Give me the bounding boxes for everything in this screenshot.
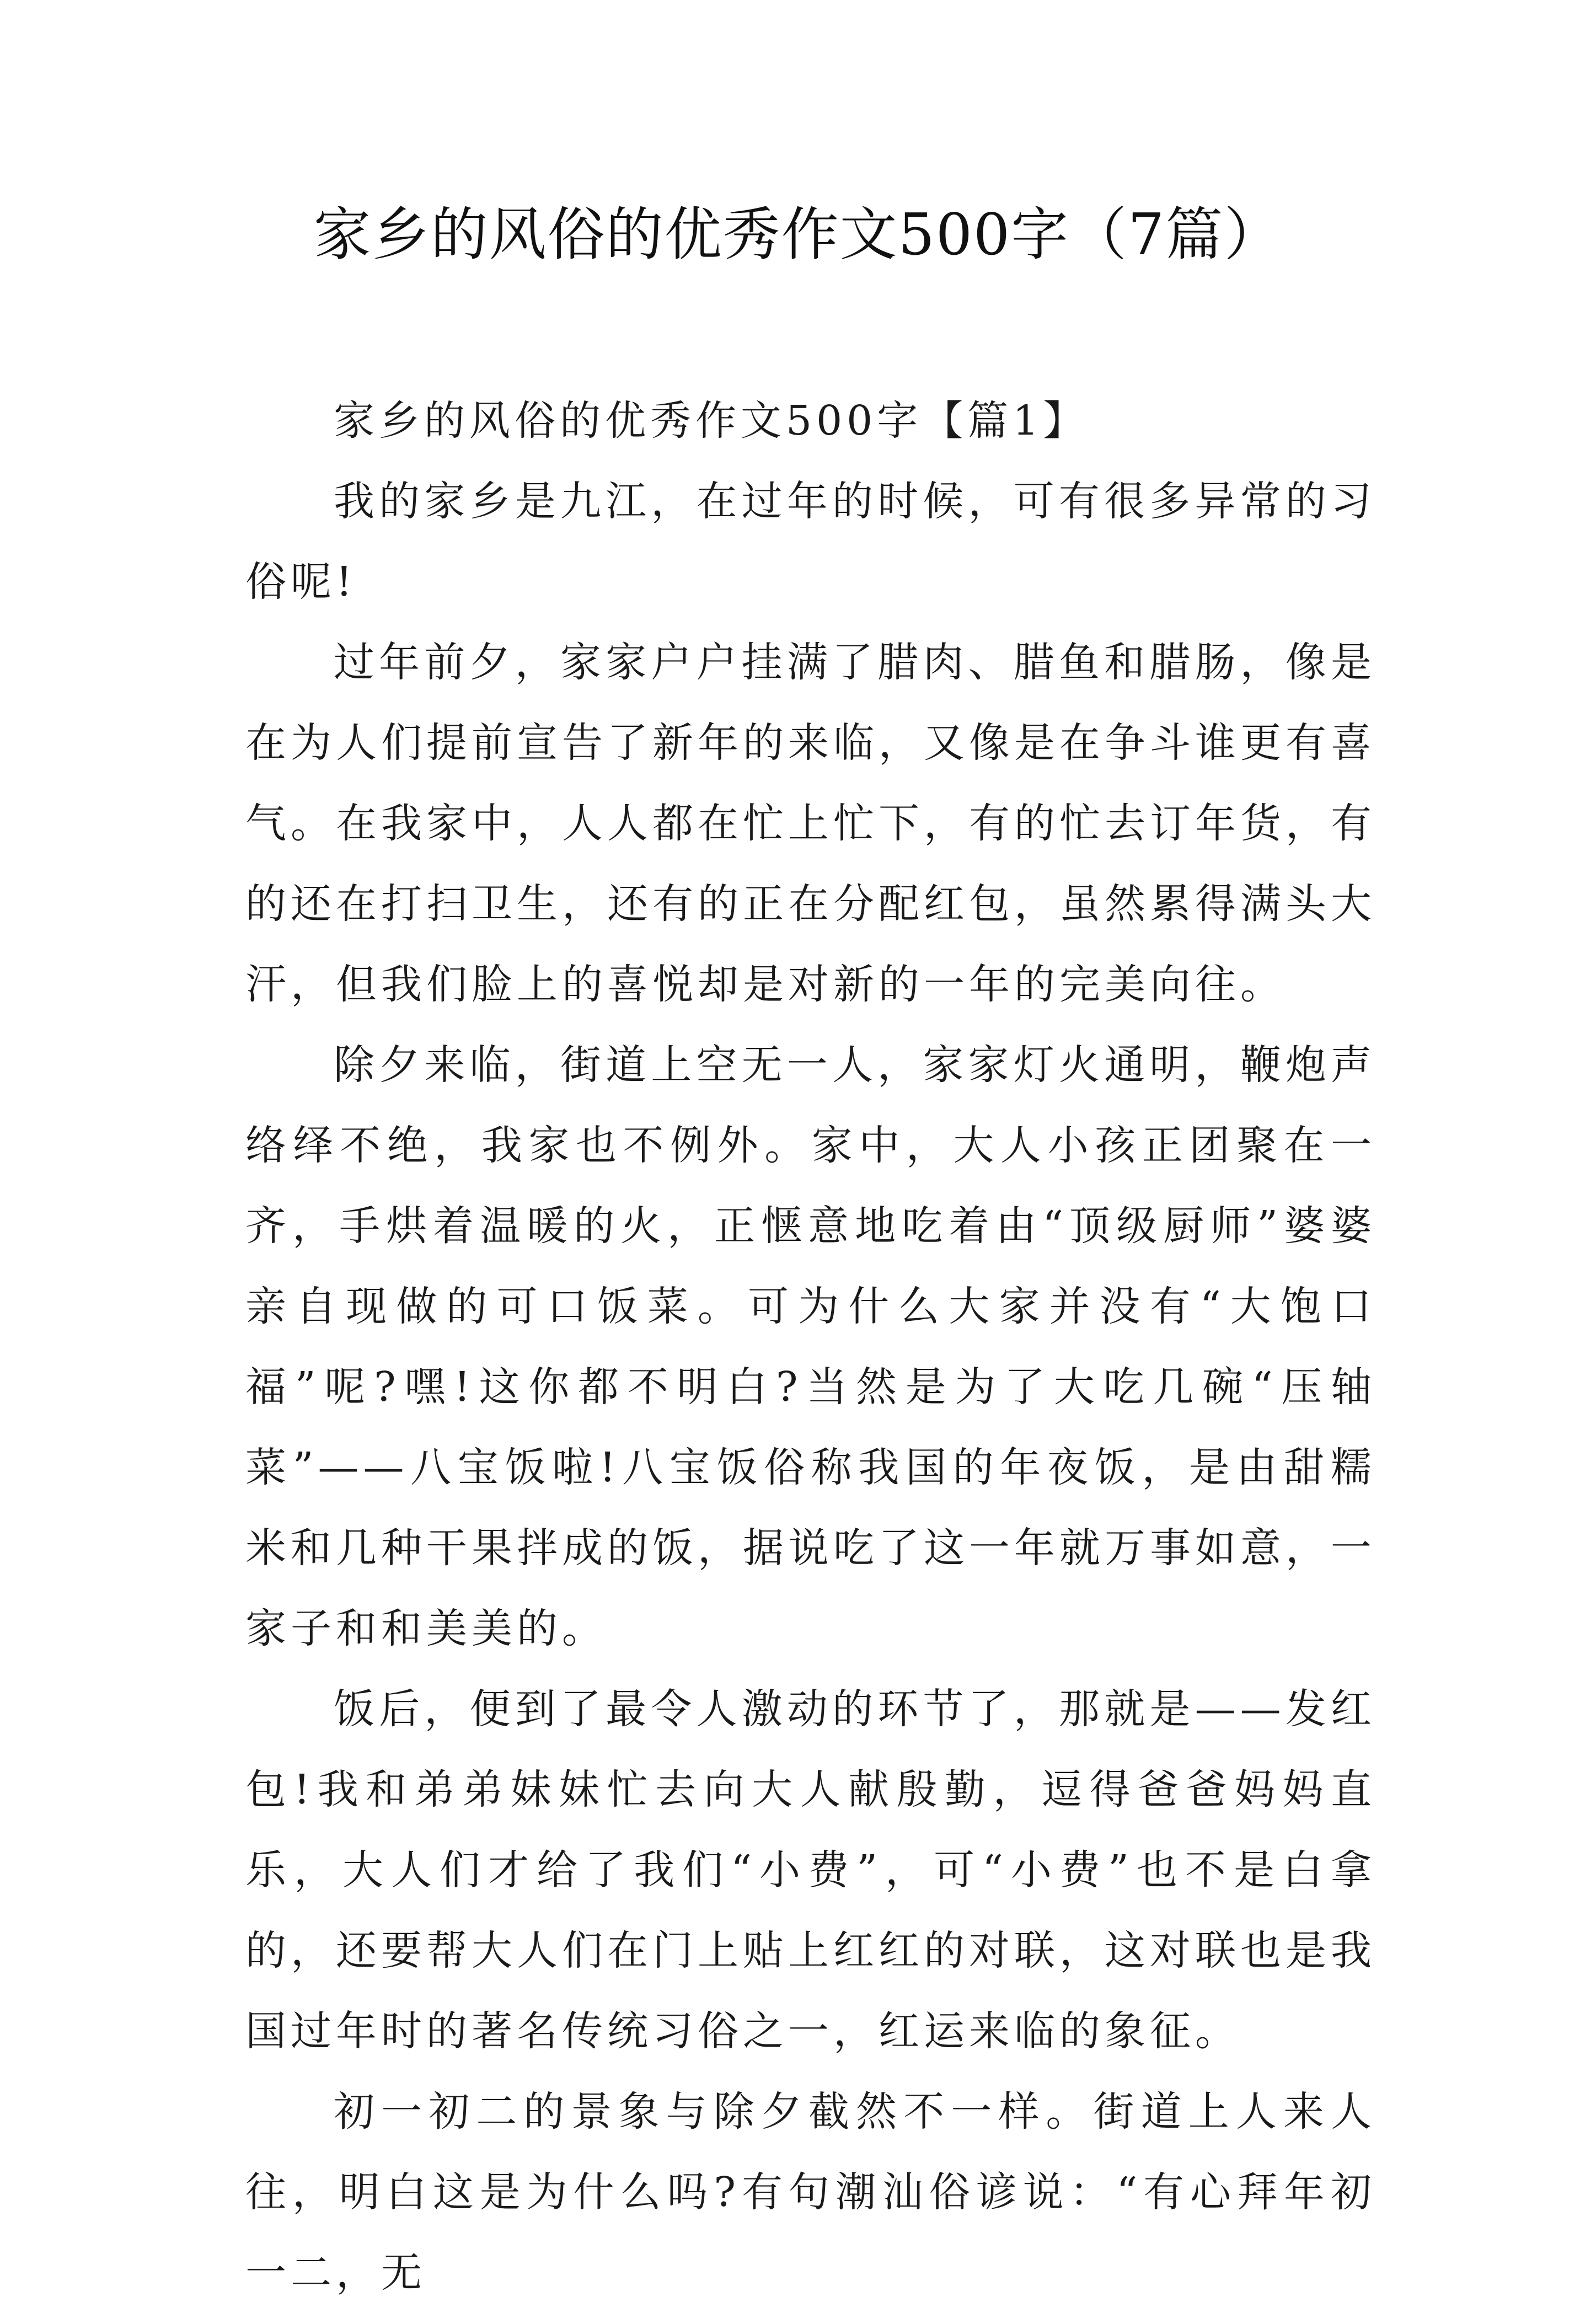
document-body [245, 381, 1376, 2313]
paragraph: 饭后，便到了最令人激动的环节了，那就是——发红包!我和弟弟妹妹忙去向大人献殷勤，逗得爸爸妈妈直乐，大人们才给了我们“小费”，可“小费”也不是白拿的，还要帮大人们在门上贴上红红的对联，这对联也是我国过年时的著名传统习俗之一，红运来临的象征。 [245, 1685, 1376, 2055]
paragraph: 过年前夕，家家户户挂满了腊肉、腊鱼和腊肠，像是在为人们提前宣告了新年的来临，又像是在争斗谁更有喜气。在我家中，人人都在忙上忙下，有的忙去订年货，有的还在打扫卫生，还有的正在分配红包，虽然累得满头大汗，但我们脸上的喜悦却是对新的一年的完美向往。 [245, 639, 1376, 1008]
paragraph: 我的家乡是九江，在过年的时候，可有很多异常的习俗呢! [245, 478, 1376, 606]
paragraph: 初一初二的景象与除夕截然不一样。街道上人来人往，明白这是为什么吗?有句潮汕俗谚说：“有心拜年初一二，无 [245, 2088, 1376, 2296]
paragraph: 除夕来临，街道上空无一人，家家灯火通明，鞭炮声络绎不绝，我家也不例外。家中，大人小孩正团聚在一齐，手烘着温暖的火，正惬意地吃着由“顶级厨师”婆婆亲自现做的可口饭菜。可为什么大家并没有“大饱口福”呢?嘿!这你都不明白?当然是为了大吃几碗“压轴菜”——八宝饭啦!八宝饭俗称我国的年夜饭，是由甜糯米和几种干果拌成的饭，据说吃了这一年就万事如意，一家子和和美美的。 [245, 1041, 1376, 1652]
document-title: 家乡的风俗的优秀作文500字（7篇） [313, 201, 1283, 268]
section-heading: 家乡的风俗的优秀作文500字【篇1】 [334, 397, 1089, 445]
